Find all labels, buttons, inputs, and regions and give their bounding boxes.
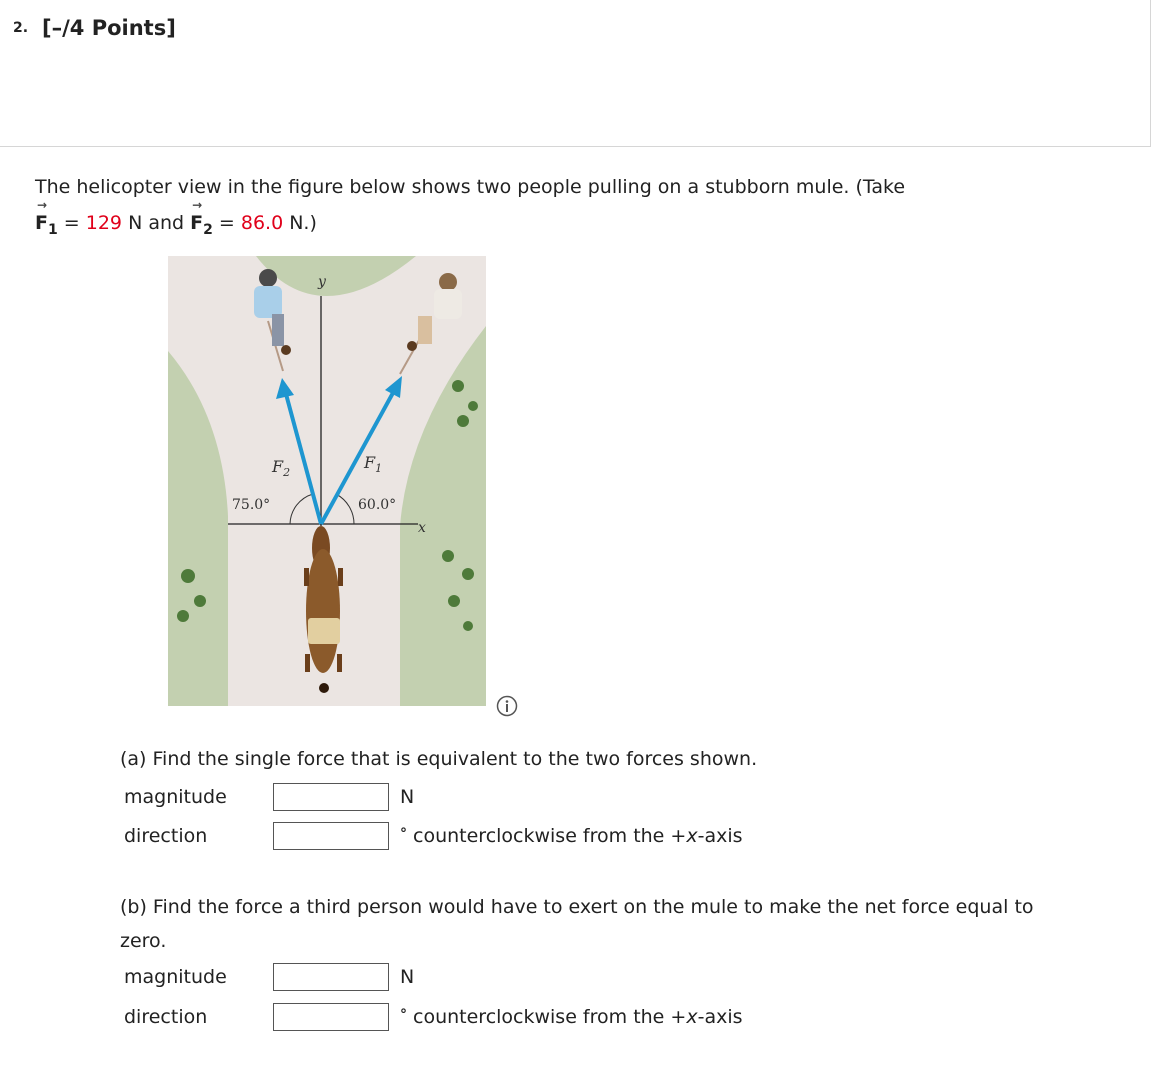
f2-value: 86.0	[240, 212, 284, 234]
part-a-direction-label: direction	[124, 825, 208, 847]
problem-intro: The helicopter view in the figure below shows two people pulling on a stubborn mule. (Take	[35, 176, 906, 198]
unit-close: N.)	[289, 212, 317, 234]
part-b-direction-label: direction	[124, 1006, 208, 1028]
x-axis-label: x	[418, 520, 426, 536]
part-a-direction-unit: ° counterclockwise from the +x-axis	[400, 825, 743, 847]
part-a-magnitude-label: magnitude	[124, 786, 227, 808]
f1-vector-symbol: → $F_1$	[35, 198, 58, 238]
part-b-prompt-line1: (b) Find the force a third person would have to exert on the mule to make the net force equal to	[120, 896, 1034, 918]
f1-value: 129	[85, 212, 123, 234]
helicopter-view-figure	[168, 256, 486, 706]
part-b-magnitude-input[interactable]	[273, 963, 389, 991]
part-a-prompt: (a) Find the single force that is equivalent to the two forces shown.	[120, 748, 758, 770]
question-points: [–/4 Points]	[42, 16, 176, 40]
equals-sign: =	[218, 212, 235, 234]
f1-label: $F_1$	[364, 453, 383, 475]
unit-and: N and	[128, 212, 185, 234]
question-header	[0, 0, 1151, 147]
part-a-direction-input[interactable]	[273, 822, 389, 850]
part-b-direction-unit: ° counterclockwise from the +x-axis	[400, 1006, 743, 1028]
f2-vector-symbol: → $F_2$	[190, 198, 213, 238]
info-icon[interactable]	[496, 695, 518, 717]
angle-right-label: 60.0°	[358, 497, 397, 513]
angle-left-label: 75.0°	[232, 497, 271, 513]
part-b-magnitude-unit: N	[400, 966, 415, 988]
part-a-magnitude-unit: N	[400, 786, 415, 808]
question-number: 2.	[13, 20, 29, 36]
part-b-prompt-line2: zero.	[120, 930, 167, 952]
f2-label: $F_2$	[272, 457, 291, 479]
problem-given-values	[35, 198, 317, 238]
equals-sign: =	[63, 212, 80, 234]
part-a-magnitude-input[interactable]	[273, 783, 389, 811]
part-b-direction-input[interactable]	[273, 1003, 389, 1031]
y-axis-label: y	[318, 274, 326, 290]
part-b-magnitude-label: magnitude	[124, 966, 227, 988]
